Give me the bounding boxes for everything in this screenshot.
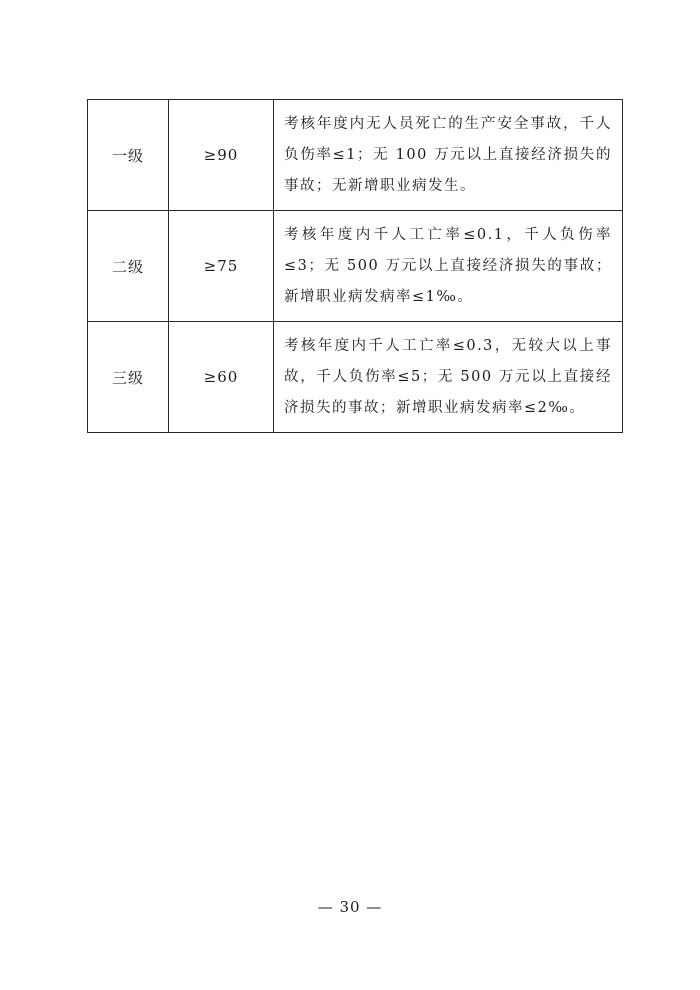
grade-criteria-table [87, 99, 623, 433]
table-row [88, 322, 623, 433]
criteria-cell: 考核年度内无人员死亡的生产安全事故，千人负伤率≤1；无 100 万元以上直接经济损失的事故；无新增职业病发生。 [274, 100, 623, 211]
grade-level-cell: 三级 [88, 322, 169, 433]
grade-level-cell: 二级 [88, 211, 169, 322]
page-number: — 30 — [317, 898, 383, 916]
criteria-cell: 考核年度内千人工亡率≤0.1，千人负伤率≤3；无 500 万元以上直接经济损失的事故；新增职业病发病率≤1‰。 [274, 211, 623, 322]
criteria-cell: 考核年度内千人工亡率≤0.3，无较大以上事故，千人负伤率≤5；无 500 万元以上直接经济损失的事故；新增职业病发病率≤2‰。 [274, 322, 623, 433]
grade-level-cell: 一级 [88, 100, 169, 211]
score-threshold-cell: ≥90 [169, 100, 274, 211]
score-threshold-cell: ≥60 [169, 322, 274, 433]
table-row [88, 100, 623, 211]
table-row [88, 211, 623, 322]
score-threshold-cell: ≥75 [169, 211, 274, 322]
